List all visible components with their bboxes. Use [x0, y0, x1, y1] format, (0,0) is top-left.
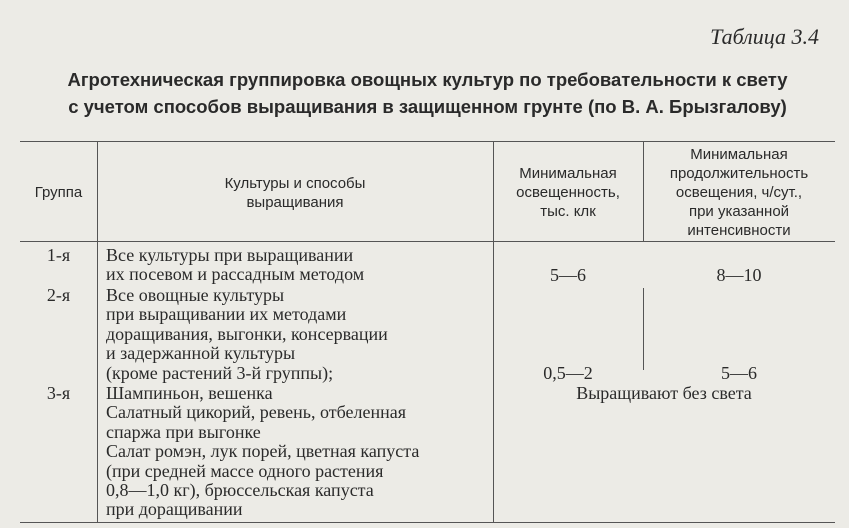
header-bottom-rule	[20, 241, 835, 242]
header-min-illumination: Минимальная освещенность, тыс. клк	[516, 165, 620, 220]
group-1-illumination: 5—6	[550, 265, 586, 285]
table-title	[20, 66, 835, 120]
group-2-crops: Все овощные культуры при выращивании их методами доращивания, выгонки, консервации и задержанной культуры (кроме растений 3-й группы);	[106, 285, 388, 383]
group-2-duration: 5—6	[721, 363, 757, 383]
group-1-crops: Все культуры при выращивании их посевом и рассадным методом	[106, 245, 365, 285]
title-line-1: Агротехническая группировка овощных культур по требовательности к свету	[67, 69, 788, 90]
group-2-label: 2-я	[46, 285, 71, 305]
column-divider-3-body	[643, 288, 644, 370]
table-number: Таблица 3.4	[710, 24, 819, 49]
table-bottom-rule	[20, 522, 835, 523]
header-group: Группа	[34, 184, 83, 201]
group-3-crops: Шампиньон, вешенка Салатный цикорий, ревень, отбеленная спаржа при выгонке Салат ромэн, лук порей, цветная капуста (при средней массе одного растения 0,8—1,0 кг), брюссельская капуста при доращивании	[106, 383, 420, 520]
group-2-illumination: 0,5—2	[543, 363, 593, 383]
group-1-label: 1-я	[46, 245, 71, 265]
header-crops: Культуры и способы выращивания	[224, 175, 366, 211]
group-3-note: Выращивают без света	[576, 383, 752, 403]
title-line-2: с учетом способов выращивания в защищенном грунте (по В. А. Брызгалову)	[68, 96, 787, 117]
group-3-label: 3-я	[46, 383, 71, 403]
header-min-duration: Минимальная продолжительность освещения, ч/сут., при указанной интенсивности	[669, 146, 809, 239]
group-1-duration: 8—10	[716, 265, 762, 285]
table-top-rule	[20, 141, 835, 142]
